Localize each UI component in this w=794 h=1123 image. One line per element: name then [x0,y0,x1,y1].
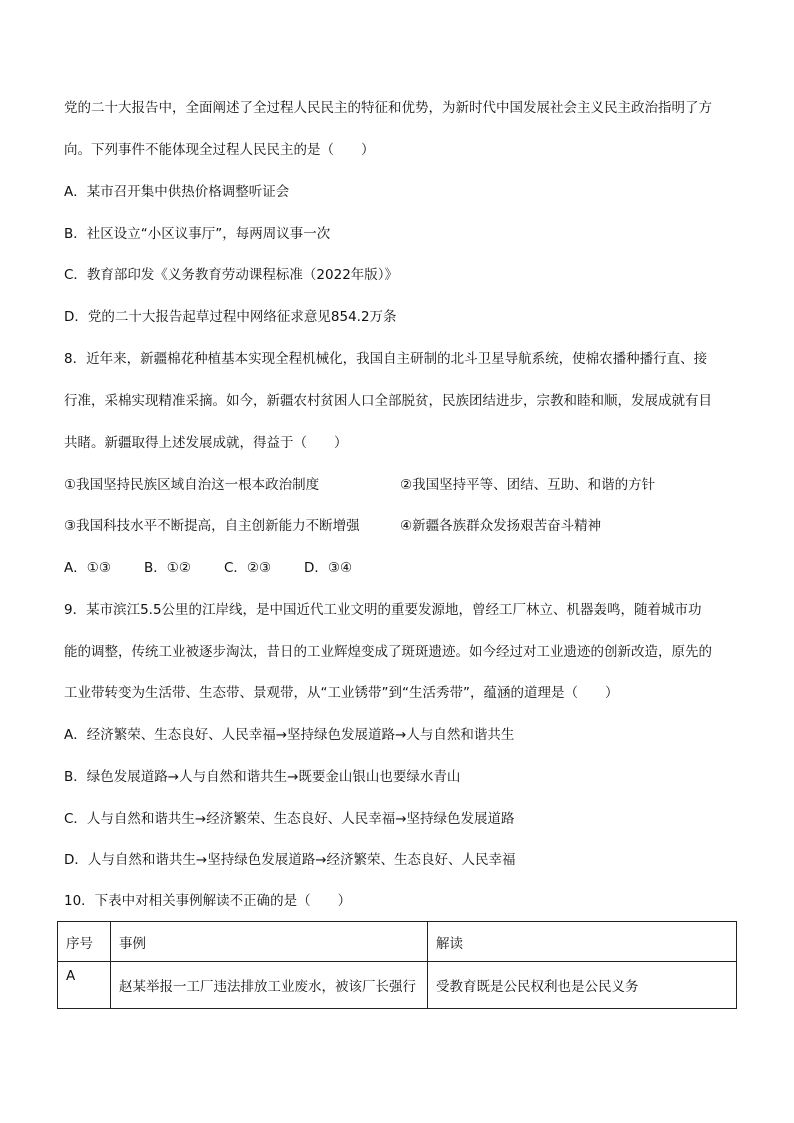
q8-options [64,559,352,577]
q8-stem-line-2: 行准，采棉实现精准采摘。如今，新疆农村贫困人口全部脱贫，民族团结进步，宗教和睦和顺，发展成就有目 [64,393,712,409]
cell-index: A [58,962,111,1009]
q8-item-3: ③我国科技水平不断提高，自主创新能力不断增强 [64,518,360,534]
q10-table [57,921,737,1009]
q8-stem-line-1: 8．近年来，新疆棉花种植基本实现全程机械化，我国自主研制的北斗卫星导航系统，使棉农播种播行直、接 [64,351,708,367]
q8-item-1: ①我国坚持民族区域自治这一根本政治制度 [64,477,320,493]
header-cell-interpretation: 解读 [428,922,737,962]
q7-option-c: C．教育部印发《义务教育劳动课程标准（2022年版）》 [64,267,399,283]
q9-option-c: C．人与自然和谐共生→经济繁荣、生态良好、人民幸福→坚持绿色发展道路 [64,811,515,827]
header-cell-case: 事例 [111,922,428,962]
header-cell-index: 序号 [58,922,111,962]
cell-case: 赵某举报一工厂违法排放工业废水，被该厂长强行 [111,962,428,1009]
q7-option-d: D．党的二十大报告起草过程中网络征求意见854.2万条 [64,309,397,325]
q9-option-a: A．经济繁荣、生态良好、人民幸福→坚持绿色发展道路→人与自然和谐共生 [64,727,515,743]
q7-option-b: B．社区设立“小区议事厅”，每两周议事一次 [64,226,331,242]
q8-option-d: D．③④ [304,560,353,576]
q9-option-b: B．绿色发展道路→人与自然和谐共生→既要金山银山也要绿水青山 [64,769,461,785]
q9-stem-line-1: 9．某市滨江5.5公里的江岸线，是中国近代工业文明的重要发源地，曾经工厂林立、机器轰鸣，随着城市功 [64,602,702,618]
q8-option-b: B．①② [144,560,191,576]
table-row [58,962,737,1009]
q9-option-d: D．人与自然和谐共生→坚持绿色发展道路→经济繁荣、生态良好、人民幸福 [64,852,516,868]
q8-item-2: ②我国坚持平等、团结、互助、和谐的方针 [400,477,656,493]
q8-option-a: A．①③ [64,560,111,576]
table-header-row [58,922,737,962]
q8-option-c: C．②③ [224,560,272,576]
q8-stem-line-3: 共睹。新疆取得上述发展成就，得益于（ ） [64,435,348,451]
q9-stem-line-3: 工业带转变为生活带、生态带、景观带，从“工业锈带”到“生活秀带”，蕴涵的道理是（ ） [64,685,619,701]
cell-interpretation: 受教育既是公民权利也是公民义务 [428,962,737,1009]
q7-stem-line-1: 党的二十大报告中，全面阐述了全过程人民民主的特征和优势，为新时代中国发展社会主义民主政治指明了方 [64,100,712,116]
q7-option-a: A．某市召开集中供热价格调整听证会 [64,184,290,200]
q8-item-4: ④新疆各族群众发扬艰苦奋斗精神 [400,518,602,534]
q7-stem-line-2: 向。下列事件不能体现全过程人民民主的是（ ） [64,142,375,158]
q9-stem-line-2: 能的调整，传统工业被逐步淘汰，昔日的工业辉煌变成了斑斑遗迹。如今经过对工业遗迹的创新改造，原先的 [64,644,712,660]
q10-stem: 10．下表中对相关事例解读不正确的是（ ） [64,893,352,909]
